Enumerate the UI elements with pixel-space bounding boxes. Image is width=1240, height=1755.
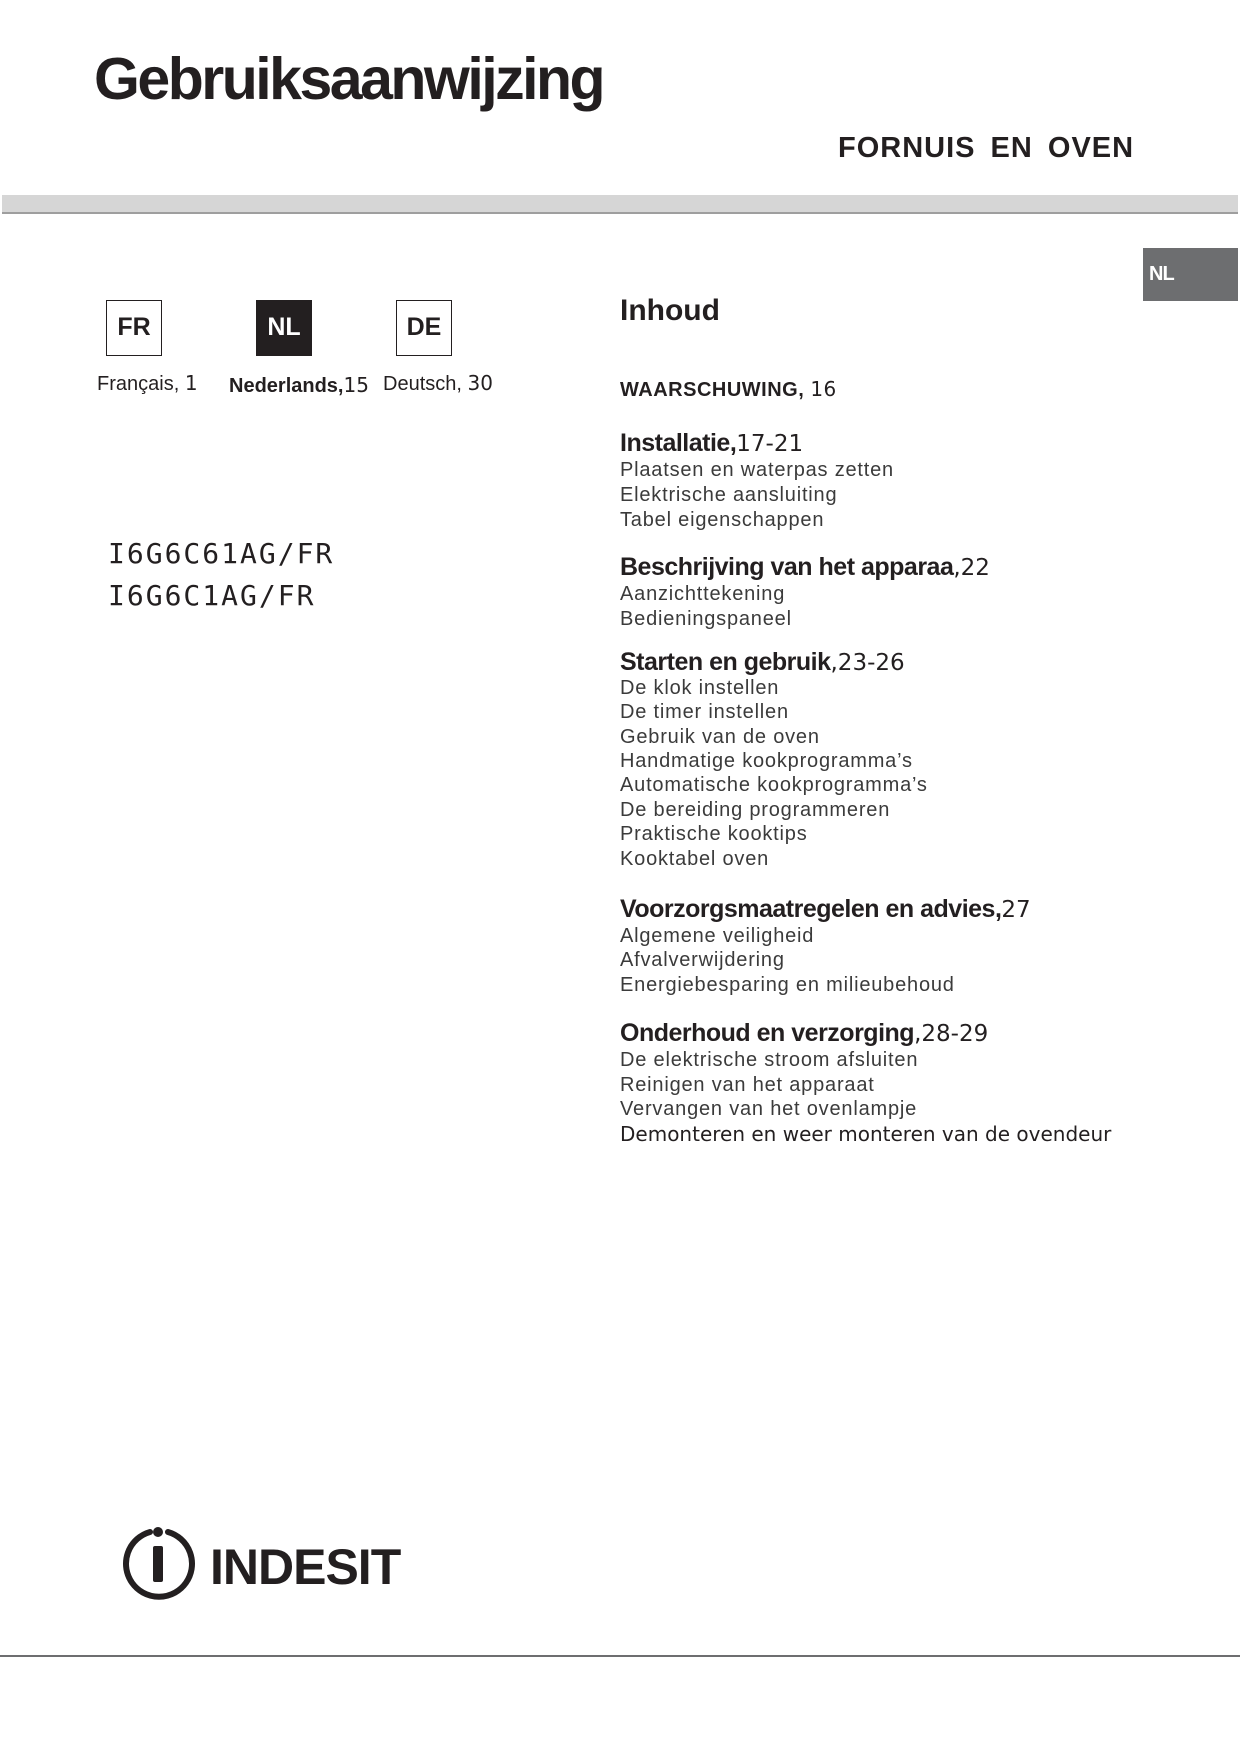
toc-heading-label: Voorzorgsmaatregelen en advies, — [620, 895, 1002, 923]
footer-divider — [0, 1655, 1240, 1657]
toc-item[interactable]: Bedieningspaneel — [620, 608, 792, 630]
toc-item[interactable]: De elektrische stroom afsluiten — [620, 1049, 919, 1071]
language-page: 15 — [343, 373, 369, 397]
indesit-logo — [118, 1522, 418, 1602]
toc-item[interactable]: Automatische kookprogramma’s — [620, 774, 928, 796]
toc-item[interactable]: De timer instellen — [620, 701, 789, 723]
toc-warning[interactable] — [620, 377, 837, 402]
toc-item[interactable]: Praktische kooktips — [620, 823, 808, 845]
toc-page: ,23-26 — [830, 650, 905, 676]
language-page: 1 — [184, 371, 198, 395]
toc-page: 17-21 — [736, 431, 804, 457]
toc-heading-label: WAARSCHUWING, — [620, 379, 805, 401]
toc-item[interactable]: Tabel eigenschappen — [620, 509, 825, 531]
language-side-tab: NL — [1143, 248, 1238, 301]
indesit-logo-graphic — [118, 1522, 418, 1602]
toc-item[interactable]: De klok instellen — [620, 677, 780, 699]
language-label-fr — [97, 371, 198, 396]
toc-item[interactable]: Gebruik van de oven — [620, 726, 820, 748]
toc-section-heading[interactable] — [620, 648, 905, 677]
language-box-nl[interactable]: NL — [256, 300, 312, 356]
toc-heading-label: Beschrijving van het apparaa — [620, 553, 954, 581]
toc-page: ,22 — [953, 555, 990, 581]
toc-item[interactable]: Energiebesparing en milieubehoud — [620, 974, 955, 996]
toc-section-heading[interactable] — [620, 429, 803, 458]
language-label-de — [383, 371, 493, 396]
language-name: Nederlands, — [229, 375, 344, 397]
toc-item[interactable]: Aanzichttekening — [620, 583, 786, 605]
toc-heading-label: Onderhoud en verzorging — [620, 1019, 915, 1047]
toc-item[interactable]: Plaatsen en waterpas zetten — [620, 459, 894, 481]
toc-item[interactable]: Afvalverwijdering — [620, 949, 785, 971]
language-name: Français, — [97, 373, 180, 395]
toc-item[interactable]: Handmatige kookprogramma’s — [620, 750, 913, 772]
toc-section-heading[interactable] — [620, 895, 1031, 924]
model-number: I6G6C61AG/FR — [108, 537, 335, 570]
toc-title: Inhoud — [620, 294, 720, 327]
page-title: Gebruiksaanwijzing — [94, 46, 604, 112]
toc-heading-label: Installatie, — [620, 429, 737, 457]
toc-item[interactable]: Reinigen van het apparaat — [620, 1074, 875, 1096]
toc-heading-label: Starten en gebruik — [620, 648, 831, 676]
toc-item[interactable]: Kooktabel oven — [620, 848, 770, 870]
toc-section-heading[interactable] — [620, 553, 990, 582]
svg-text:INDESIT: INDESIT — [210, 1539, 401, 1595]
model-number: I6G6C1AG/FR — [108, 579, 316, 612]
page-subtitle: FORNUIS EN OVEN — [838, 132, 1135, 164]
toc-item[interactable]: De bereiding programmeren — [620, 799, 891, 821]
language-name: Deutsch, — [383, 373, 462, 395]
toc-page: 27 — [1001, 897, 1031, 923]
toc-page: ,28-29 — [914, 1021, 989, 1047]
toc-page: 16 — [810, 377, 837, 401]
toc-item[interactable]: Demonteren en weer monteren van de ovendeur — [620, 1122, 1112, 1146]
language-box-de[interactable]: DE — [396, 300, 452, 356]
language-box-fr[interactable]: FR — [106, 300, 162, 356]
toc-item[interactable]: Vervangen van het ovenlampje — [620, 1098, 918, 1120]
toc-section-heading[interactable] — [620, 1019, 988, 1048]
language-label-nl — [229, 373, 369, 398]
toc-item[interactable]: Algemene veiligheid — [620, 925, 815, 947]
language-page: 30 — [467, 371, 493, 395]
header-divider-bar — [2, 195, 1238, 214]
toc-item[interactable]: Elektrische aansluiting — [620, 484, 838, 506]
